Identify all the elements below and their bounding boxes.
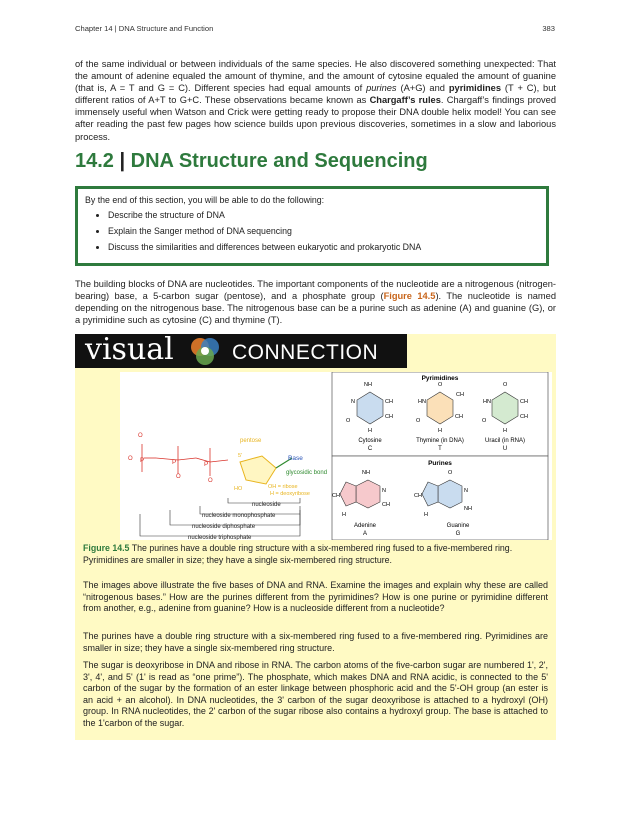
caption-text: The purines have a double ring structure with a six-membered ring fused to a five-membered ring. Pyrimidines are smaller in size; they have a single six-membered ring structure.	[83, 543, 513, 565]
base-name: Cytosine	[358, 438, 382, 444]
atom-label: H	[342, 512, 346, 518]
nucleotide-structure-diagram	[120, 372, 552, 540]
atom-label: O	[416, 418, 421, 424]
atom-label: CH	[520, 399, 528, 405]
base-letter: C	[367, 446, 373, 452]
nucleotide-paragraph	[75, 278, 556, 326]
phosphorus-label: P	[140, 457, 145, 464]
base-name: Thymine (in DNA)	[416, 438, 464, 444]
atom-label: CH	[414, 493, 422, 499]
nucleoside-label: nucleoside	[252, 502, 281, 508]
learning-objectives-box	[75, 186, 549, 266]
section-number: 14.2	[75, 150, 114, 172]
atom-label: O	[138, 433, 143, 439]
glycosidic-bond-label: glycosidic bond	[286, 470, 328, 476]
banner-visual-word: visual	[85, 332, 174, 367]
monophosphate-label: nucleoside monophosphate	[202, 513, 276, 519]
base-name: Guanine	[446, 523, 470, 529]
objectives-intro: By the end of this section, you will be able to do the following:	[85, 195, 325, 205]
text-run: The building blocks of DNA are nucleotides. The important components of the nucleotide are a nitrogenous (nitrogen-bearing) base, a 5-carbon sugar (pentose), and a phosphate group (	[75, 279, 556, 302]
atom-label: H	[438, 428, 442, 434]
atom-label: O	[128, 456, 133, 462]
atom-label: O	[346, 418, 351, 424]
atom-label: O	[448, 470, 453, 476]
term-chargaffs-rules: Chargaff’s rules	[369, 95, 441, 106]
banner-strip	[407, 334, 556, 368]
base-label: Base	[288, 455, 303, 462]
visual-connection-banner	[75, 334, 407, 368]
carbon-label: 5'	[238, 453, 243, 459]
base-name: Adenine	[353, 523, 377, 529]
triphosphate-label: nucleoside triphosphate	[188, 535, 252, 540]
atom-label: CH	[332, 493, 340, 499]
atom-label: N	[382, 488, 386, 494]
base-letter: T	[438, 446, 442, 452]
pentose-label: pentose	[240, 438, 262, 444]
atom-label: O	[438, 382, 443, 388]
atom-label: O	[482, 418, 487, 424]
running-header	[75, 24, 555, 33]
atom-label: HN	[418, 399, 426, 405]
text-run: ). The nucleotide is named depending on the nitrogenous base. The nitrogenous base can be a purine such as adenine (A) and guanine (G), or a pyrimidine such as cytosine (C) and thymine (T).	[75, 291, 557, 326]
base-letter: G	[455, 531, 461, 537]
objective-item: • Describe the structure of DNA	[108, 210, 546, 220]
ribose-label: OH = ribose	[268, 484, 298, 490]
section-separator: |	[119, 150, 126, 172]
base-name: Uracil (in RNA)	[484, 438, 526, 444]
objectives-list	[78, 210, 546, 252]
caption-label: Figure 14.5	[83, 543, 130, 553]
answer-paragraph: The purines have a double ring structure with a six-membered ring fused to a five-membered ring. Pyrimidines are smaller in size; they have a single six-membered ring structure.	[83, 631, 548, 653]
atom-label: NH	[362, 470, 370, 476]
atom-label: CH	[456, 392, 464, 398]
nucleotide-drawing	[128, 433, 327, 540]
atom-label: N	[464, 488, 468, 494]
intro-paragraph	[75, 58, 556, 143]
base-letter: A	[362, 531, 368, 537]
atom-label: O	[208, 478, 213, 484]
atom-label: NH	[464, 506, 472, 512]
question-paragraph: The images above illustrate the five bases of DNA and RNA. Examine the images and explain why these are called “nitrogenous bases.” How are the purines different from the pyrimidines? How is one purine or pyrimidine different from another, e.g., adenine from guanine? How is a nucleoside different from a nucleotide?	[83, 580, 548, 614]
purines-title: Purines	[428, 460, 452, 467]
text-run: (T + C), but different ratios of A+T to G+C. These observations became known as	[75, 83, 556, 106]
objective-item: • Discuss the similarities and differences between eukaryotic and prokaryotic DNA	[108, 242, 546, 252]
section-title: DNA Structure and Sequencing	[130, 150, 428, 172]
pyrimidines-title: Pyrimidines	[421, 375, 459, 382]
page-number: 383	[542, 24, 555, 33]
atom-label: N	[351, 399, 355, 405]
diphosphate-label: nucleoside diphosphate	[192, 524, 256, 530]
term-purines: purines	[366, 83, 397, 94]
atom-label: CH	[385, 414, 393, 420]
phosphorus-label: P	[172, 459, 177, 466]
text-run: (A+G) and	[396, 83, 449, 94]
term-pyrimidines: pyrimidines	[448, 83, 502, 94]
figure-14-5	[120, 372, 552, 540]
atom-label: HN	[483, 399, 491, 405]
atom-label: CH	[385, 399, 393, 405]
sugar-paragraph: The sugar is deoxyribose in DNA and ribose in RNA. The carbon atoms of the five-carbon sugar are numbered 1', 2', 3', 4', and 5' (1' is read as “one prime”). The phosphate, which makes DNA and RNA acidic, is connected to the 5' carbon of the sugar by the formation of an ester linkage between phosphoric acid and the 5'-OH group (an ester is an acid + an alcohol). In DNA nucleotides, the 3' carbon of the sugar deoxyribose is attached to a hydroxyl (OH) group. In RNA nucleotides, the 2' carbon of the sugar ribose also contains a hydroxyl group. The base is attached to the 1'carbon of the sugar.	[83, 660, 548, 728]
figure-link[interactable]: Figure 14.5	[383, 291, 436, 302]
atom-label: H	[503, 428, 507, 434]
base-letter: U	[502, 446, 508, 452]
atom-label: O	[176, 474, 181, 480]
text-run: . Chargaff’s findings proved immensely useful when Watson and Crick were getting ready to propose their DNA double helix model! You can see after reading the past few pages how science builds upon previous discoveries, sometimes in a slow and laborious process.	[75, 95, 556, 142]
phosphorus-label: P	[204, 461, 209, 468]
atom-label: CH	[455, 414, 463, 420]
atom-label: CH	[382, 502, 390, 508]
section-heading	[75, 150, 428, 173]
atom-label: H	[368, 428, 372, 434]
venn-logo-icon	[187, 336, 223, 368]
hydroxyl-label: HO	[234, 486, 243, 492]
text-run: of the same individual or between individuals of the same species. He also discovered something unexpected: That the amount of adenine equaled the amount of thymine, and the amount of cytosine equaled the amount of guanine (that is, A = T and G = C). Different species had equal amounts of	[75, 59, 556, 94]
chapter-title: Chapter 14 | DNA Structure and Function	[75, 24, 214, 33]
atom-label: NH	[364, 382, 372, 388]
deoxyribose-label: H = deoxyribose	[270, 491, 310, 497]
figure-caption	[83, 543, 553, 566]
objective-item: • Explain the Sanger method of DNA sequencing	[108, 226, 546, 236]
atom-label: H	[424, 512, 428, 518]
atom-label: CH	[520, 414, 528, 420]
atom-label: O	[503, 382, 508, 388]
banner-connection-word: CONNECTION	[232, 341, 379, 364]
